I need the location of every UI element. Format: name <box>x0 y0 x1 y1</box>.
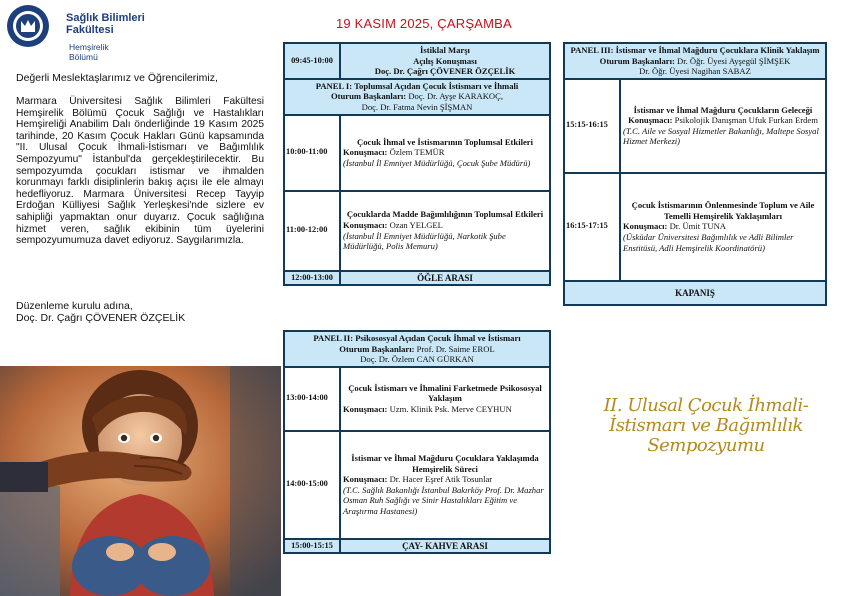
department-name-line2: Bölümü <box>69 52 98 62</box>
faculty-name <box>66 12 156 36</box>
session-row <box>284 367 550 431</box>
speaker-label: Konuşmacı: <box>343 404 388 415</box>
speaker-label: Konuşmacı: <box>343 147 388 158</box>
speaker-name: Uzm. Klinik Psk. Merve CEYHUN <box>389 404 512 415</box>
panel3-chairs1: Dr. Öğr. Üyesi Ayşegül ŞİMŞEK <box>677 55 791 66</box>
coffee-break-label: ÇAY- KAHVE ARASI <box>340 539 550 554</box>
panel3-header <box>564 43 826 79</box>
session-cell <box>340 191 550 271</box>
panel3-header-row <box>564 43 826 79</box>
closing-row <box>564 281 826 306</box>
session-title: Çocuk İstismarı ve İhmalini Farketmede Psikososyal Yaklaşım <box>348 382 542 404</box>
coffee-break-row <box>284 539 550 554</box>
panel1-header <box>284 79 550 115</box>
program-table-panel1 <box>283 42 551 286</box>
speaker-label: Konuşmacı: <box>628 115 673 126</box>
lunch-break-row <box>284 271 550 286</box>
event-date: 19 KASIM 2025, ÇARŞAMBA <box>336 16 512 31</box>
panel2-chairs1: Prof. Dr. Saime EROL <box>416 343 495 354</box>
session-time: 10:00-11:00 <box>284 115 340 191</box>
panel1-chairs1: Doç. Dr. Ayşe KARAKOÇ, <box>408 91 504 102</box>
opening-title1: İstiklal Marşı <box>420 45 470 55</box>
session-row <box>284 191 550 271</box>
session-time: 13:00-14:00 <box>284 367 340 431</box>
panel1-chairs2: Doç. Dr. Fatma Nevin ŞİŞMAN <box>361 101 473 112</box>
faculty-name-line2: Fakültesi <box>66 24 114 36</box>
speaker-label: Konuşmacı: <box>623 221 668 232</box>
session-row <box>284 115 550 191</box>
letter-sign-line2: Doç. Dr. Çağrı ÇÖVENER ÖZÇELİK <box>16 312 186 324</box>
department-name-line1: Hemşirelik <box>69 42 109 52</box>
closing-label: KAPANIŞ <box>564 281 826 306</box>
opening-time: 09:45-10:00 <box>284 43 340 79</box>
opening-cell <box>340 43 550 79</box>
speaker-label: Konuşmacı: <box>343 474 388 485</box>
session-cell <box>620 173 826 281</box>
session-row <box>564 79 826 173</box>
panel2-chairs2: Doç. Dr. Özlem CAN GÜRKAN <box>360 354 474 365</box>
speaker-affiliation: (T.C. Sağlık Bakanlığı İstanbul Bakırköy Prof. Dr. Mazhar Osman Ruh Sağlığı ve Sinir Hastalıkları Eğitim ve Araştırma Hastanesi) <box>343 484 544 516</box>
session-title: İstismar ve İhmal Mağduru Çocukların Geleceği <box>633 104 813 115</box>
letter-sign-line1: Düzenleme kurulu adına, <box>16 300 133 312</box>
panel2-header-row <box>284 331 550 367</box>
panel3-chairs-label: Oturum Başkanları: <box>599 55 675 66</box>
session-cell <box>620 79 826 173</box>
session-time: 14:00-15:00 <box>284 431 340 539</box>
university-seal-icon <box>6 4 50 48</box>
panel1-header-row <box>284 79 550 115</box>
opening-row <box>284 43 550 79</box>
letter-body: Marmara Üniversitesi Sağlık Bilimleri Fakültesi Hemşirelik Bölümü Çocuk Sağlığı ve Hastalıkları Hemşireliği Anabilim Dalı önderliğinde 19 Kasım 2025 tarihinde, 20 Kasım Çocuk Hakları Günü kapsamında "II. Ulusal Çocuk İhmali-İstismarı ve Bağımlılık Sempozyumu" İstanbul'da gerçekleştirilecektir. Bu sempozyumda çocukları istismar ve ihmalden korunmayı farklı disiplinlerin bakış açısı ile ele almayı hedefliyoruz. Marmara Üniversitesi Recep Tayyip Erdoğan Külliyesi Sağlık Yerleşkesi'nde sizlere ev sahipliği yapmaktan onur duyarız. Çocuk sağlığına hizmet veren, sağlık ekibinin tüm üyelerini sempozyumumuza davet ediyoruz. Saygılarımızla. <box>16 96 264 247</box>
session-cell <box>340 367 550 431</box>
session-title: Çocuk İstismarının Önlenmesinde Toplum ve Aile Temelli Hemşirelik Yaklaşımları <box>631 200 815 221</box>
opening-speaker: Doç. Dr. Çağrı ÇÖVENER ÖZÇELİK <box>374 66 516 77</box>
speaker-affiliation: (İstanbul İl Emniyet Müdürlüğü, Narkotik Şube Müdürlüğü, Polis Memuru) <box>343 230 506 252</box>
session-cell <box>340 115 550 191</box>
panel3-title: PANEL III: İstismar ve İhmal Mağduru Çocuklara Klinik Yaklaşım <box>570 45 820 55</box>
coffee-break-time: 15:00-15:15 <box>284 539 340 554</box>
child-illustration-image <box>0 366 281 596</box>
panel2-header <box>284 331 550 367</box>
letter-greeting: Değerli Meslektaşlarımız ve Öğrencilerimiz, <box>16 72 218 84</box>
panel2-chairs-label: Oturum Başkanları: <box>339 343 415 354</box>
session-title: Çocuk İhmal ve İstismarının Toplumsal Etkileri <box>357 136 533 147</box>
session-title: İstismar ve İhmal Mağduru Çocuklara Yaklaşımda Hemşirelik Süreci <box>351 453 539 474</box>
lunch-break-time: 12:00-13:00 <box>284 271 340 286</box>
session-row <box>284 431 550 539</box>
panel2-title: PANEL II: Psikososyal Açıdan Çocuk İhmal ve İstismarı <box>313 333 521 343</box>
opening-title2: Açılış Konuşması <box>413 55 477 66</box>
speaker-name: Psikolojik Danışman Ufuk Furkan Erdem <box>674 115 818 126</box>
speaker-affiliation: (İstanbul İl Emniyet Müdürlüğü, Çocuk Şube Müdürü) <box>343 157 531 168</box>
session-time: 15:15-16:15 <box>564 79 620 173</box>
child-illustration <box>0 366 281 596</box>
panel1-title: PANEL I: Toplumsal Açıdan Çocuk İstismarı ve İhmali <box>315 80 519 91</box>
speaker-name: Dr. Ümit TUNA <box>669 221 726 232</box>
session-time: 11:00-12:00 <box>284 191 340 271</box>
speaker-label: Konuşmacı: <box>343 219 388 230</box>
department-name <box>69 42 149 62</box>
speaker-name: Dr. Hacer Eşref Atik Tosunlar <box>389 474 493 485</box>
speaker-affiliation: (T.C. Aile ve Sosyal Hizmetler Bakanlığı, Maltepe Sosyal Hizmet Merkezi) <box>623 125 819 147</box>
speaker-affiliation: (Üsküdar Üniversitesi Bağımlılık ve Adli Bilimler Enstitüsü, Adli Hemşirelik Koordinatörü) <box>623 232 794 253</box>
session-row <box>564 173 826 281</box>
session-title: Çocuklarda Madde Bağımlılığının Toplumsal Etkileri <box>346 209 544 220</box>
program-table-panel2 <box>283 330 551 554</box>
session-time: 16:15-17:15 <box>564 173 620 281</box>
session-cell <box>340 431 550 539</box>
panel3-chairs2: Dr. Öğr. Üyesi Nagihan SABAZ <box>639 66 751 77</box>
faculty-name-line1: Sağlık Bilimleri <box>66 12 145 24</box>
symposium-title: II. Ulusal Çocuk İhmali-İstismarı ve Bağımlılık Sempozyumu <box>603 395 809 456</box>
program-table-panel3 <box>563 42 827 306</box>
speaker-name: Ozan YELGEL <box>389 219 443 230</box>
lunch-break-label: ÖĞLE ARASI <box>340 271 550 286</box>
faculty-logo <box>6 4 156 66</box>
speaker-name: Özlem TEMÜR <box>389 147 445 158</box>
panel1-chairs-label: Oturum Başkanları: <box>330 91 407 102</box>
